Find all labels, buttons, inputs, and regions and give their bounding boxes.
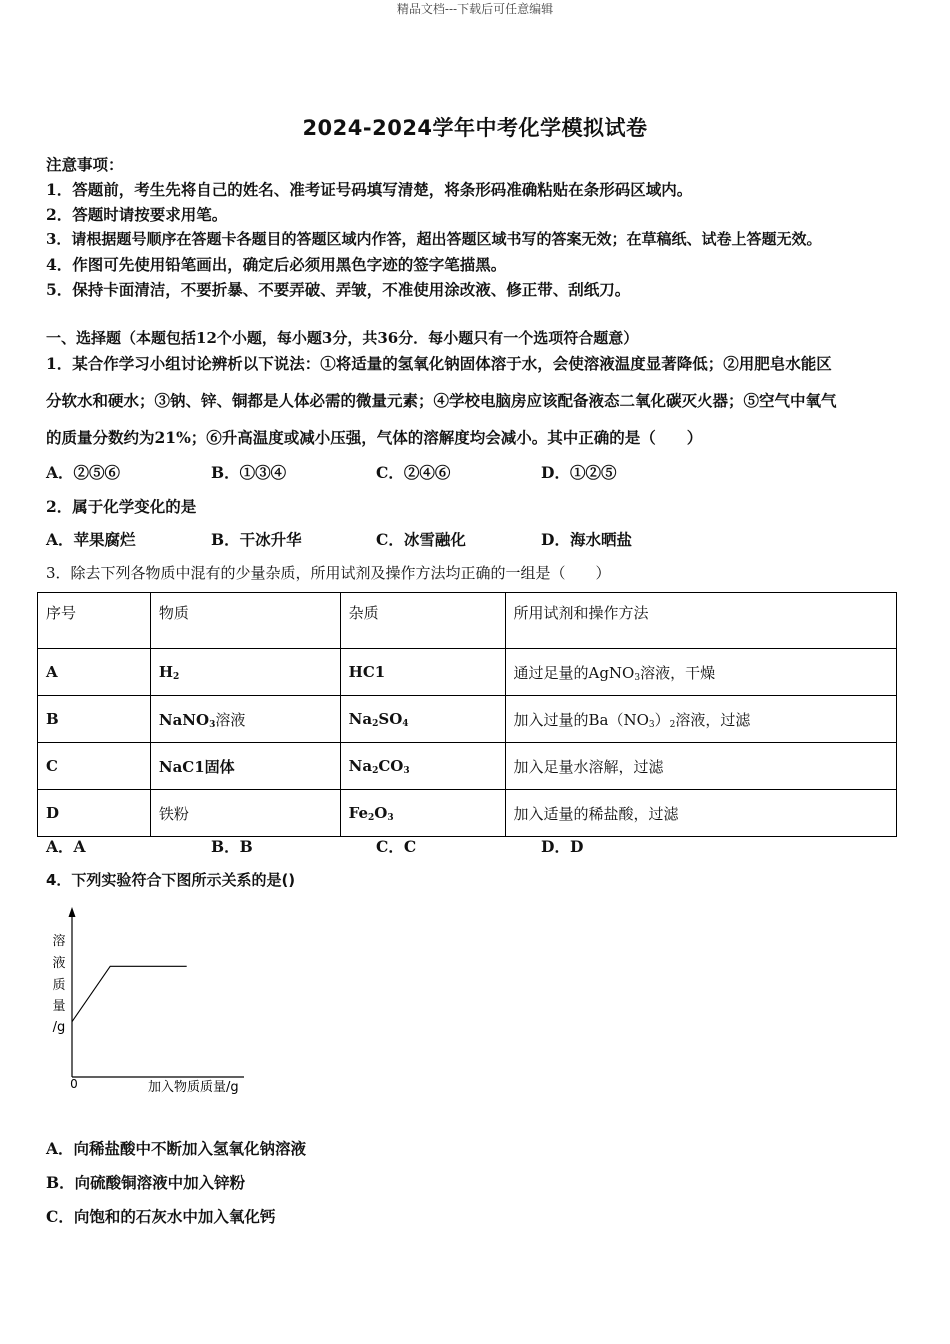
- solution-mass-series-line: [72, 966, 187, 1021]
- substance-cell: NaNO$_3$溶液: [150, 696, 340, 743]
- option-c[interactable]: C．向饱和的石灰水中加入氧化钙: [46, 1207, 276, 1226]
- notice-item: 2．答题时请按要求用笔。: [46, 205, 228, 224]
- notice-heading: 注意事项：: [46, 155, 124, 174]
- option-d[interactable]: D．①②⑤: [541, 463, 617, 482]
- row-id: C: [38, 743, 151, 790]
- table-row: [38, 649, 897, 696]
- notice-item: 4．作图可先使用铅笔画出，确定后必须用黑色字迹的签字笔描黑。: [46, 255, 507, 274]
- origin-label: 0: [70, 1077, 78, 1091]
- table-header-row: [38, 593, 897, 649]
- method-cell: 通过足量的AgNO$_3$溶液，干燥: [505, 649, 897, 696]
- exam-title: 2024-2024学年中考化学模拟试卷: [302, 116, 648, 140]
- question-1-line: 1．某合作学习小组讨论辨析以下说法：①将适量的氢氧化钠固体溶于水，会使溶液温度显著降低；②用肥皂水能区: [46, 354, 832, 373]
- option-b[interactable]: B．向硫酸铜溶液中加入锌粉: [46, 1173, 246, 1192]
- option-a[interactable]: A．向稀盐酸中不断加入氢氧化钠溶液: [46, 1139, 307, 1158]
- option-c[interactable]: C．冰雪融化: [376, 530, 466, 549]
- substance-cell: NaC1固体: [150, 743, 340, 790]
- table-header-cell: 序号: [38, 593, 151, 649]
- table-header-cell: 物质: [150, 593, 340, 649]
- option-c[interactable]: C．②④⑥: [376, 463, 451, 482]
- page-header-watermark: 精品文档---下载后可任意编辑: [396, 2, 554, 16]
- table-row: [38, 790, 897, 837]
- row-id: A: [38, 649, 151, 696]
- solution-mass-chart: [44, 905, 264, 1100]
- option-d[interactable]: D．D: [541, 837, 584, 856]
- table-header-cell: 所用试剂和操作方法: [505, 593, 897, 649]
- question-2-stem: 2．属于化学变化的是: [46, 497, 197, 516]
- option-a[interactable]: A．苹果腐烂: [46, 530, 136, 549]
- method-cell: 加入适量的稀盐酸，过滤: [505, 790, 897, 837]
- substance-cell: 铁粉: [150, 790, 340, 837]
- question-3-stem: 3．除去下列各物质中混有的少量杂质，所用试剂及操作方法均正确的一组是（ ）: [46, 564, 611, 582]
- impurity-cell: $Fe_2O_3$: [340, 790, 505, 837]
- impurity-cell: $Na_2CO_3$: [340, 743, 505, 790]
- y-label-char: 质: [52, 978, 66, 993]
- notice-item: 1．答题前，考生先将自己的姓名、准考证号码填写清楚，将条形码准确粘贴在条形码区域内。: [46, 180, 693, 199]
- method-cell: 加入足量水溶解，过滤: [505, 743, 897, 790]
- y-label-char: /g: [52, 1020, 66, 1035]
- question-1-line: 分软水和硬水；③钠、锌、铜都是人体必需的微量元素；④学校电脑房应该配备液态二氧化碳灭火器；⑤空气中氧气: [46, 391, 837, 410]
- table-row: [38, 743, 897, 790]
- option-c[interactable]: C．C: [376, 837, 417, 856]
- impurity-table: [37, 592, 897, 837]
- option-b[interactable]: B．干冰升华: [211, 530, 302, 549]
- question-4-stem: 4．下列实验符合下图所示关系的是(): [46, 871, 296, 889]
- x-axis-label: 加入物质质量/g: [148, 1080, 239, 1095]
- notice-item: 5．保持卡面清洁，不要折暴、不要弄破、弄皱，不准使用涂改液、修正带、刮纸刀。: [46, 280, 631, 299]
- option-b[interactable]: B．①③④: [211, 463, 287, 482]
- impurity-cell: $Na_2SO_4$: [340, 696, 505, 743]
- option-b[interactable]: B．B: [211, 837, 253, 856]
- y-label-char: 量: [52, 999, 66, 1014]
- y-axis-arrow: [69, 907, 76, 917]
- option-d[interactable]: D．海水晒盐: [541, 530, 632, 549]
- y-label-char: 液: [52, 956, 66, 971]
- row-id: D: [38, 790, 151, 837]
- option-a[interactable]: A．②⑤⑥: [46, 463, 121, 482]
- row-id: B: [38, 696, 151, 743]
- section-heading: 一、选择题（本题包括12个小题，每小题3分，共36分．每小题只有一个选项符合题意）: [46, 329, 639, 347]
- table-header-cell: 杂质: [340, 593, 505, 649]
- y-label-char: 溶: [52, 934, 66, 949]
- question-1-line: 的质量分数约为21%；⑥升高温度或减小压强，气体的溶解度均会减小。其中正确的是（ ）: [46, 428, 703, 447]
- substance-cell: $H_2$: [150, 649, 340, 696]
- table-row: [38, 696, 897, 743]
- method-cell: 加入过量的$Ba(NO_3)_2$溶液，过滤: [505, 696, 897, 743]
- notice-item: 3．请根据题号顺序在答题卡各题目的答题区域内作答，超出答题区域书写的答案无效；在草稿纸、试卷上答题无效。: [46, 230, 822, 248]
- option-a[interactable]: A．A: [46, 837, 86, 856]
- impurity-cell: HC1: [340, 649, 505, 696]
